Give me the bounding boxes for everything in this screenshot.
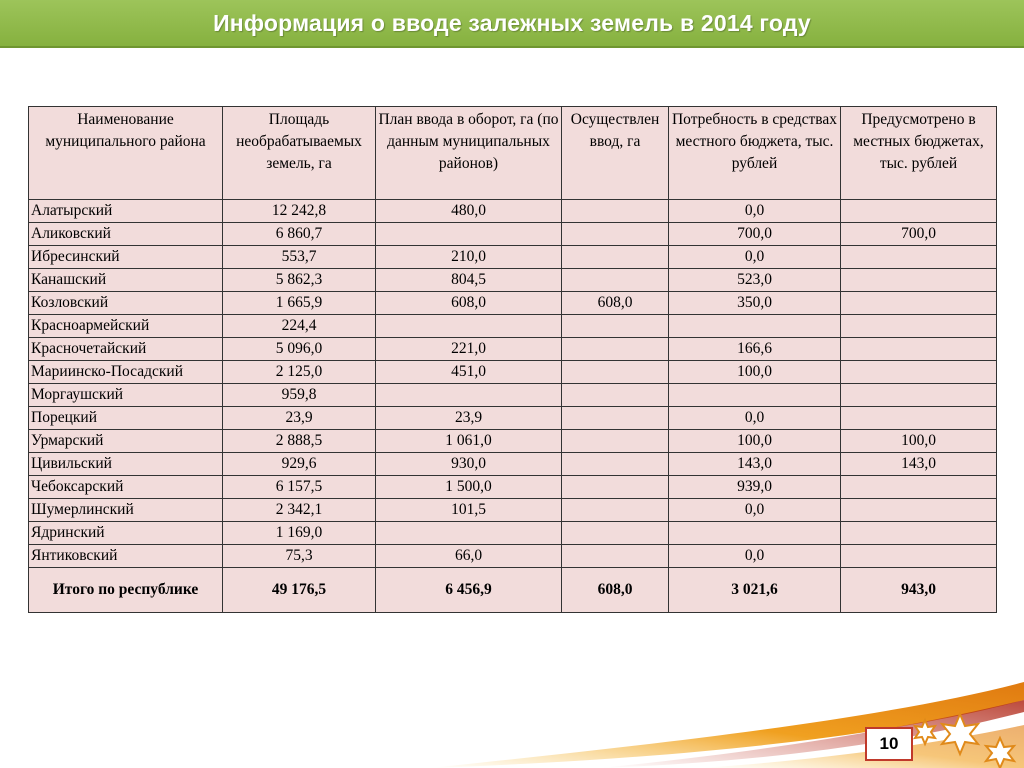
cell-district: Красночетайский <box>29 338 223 361</box>
cell-area: 6 157,5 <box>223 476 376 499</box>
cell-district: Моргаушский <box>29 384 223 407</box>
cell-need: 0,0 <box>669 499 841 522</box>
cell-area: 2 342,1 <box>223 499 376 522</box>
cell-plan: 1 061,0 <box>376 430 562 453</box>
header-need: Потребность в средствах местного бюджета, тыс. рублей <box>669 107 841 200</box>
cell-plan: 480,0 <box>376 200 562 223</box>
total-plan: 6 456,9 <box>376 568 562 613</box>
cell-plan: 930,0 <box>376 453 562 476</box>
cell-need: 166,6 <box>669 338 841 361</box>
header-district: Наименование муниципального района <box>29 107 223 200</box>
header-area: Площадь необрабатываемых земель, га <box>223 107 376 200</box>
cell-district: Янтиковский <box>29 545 223 568</box>
cell-need: 100,0 <box>669 361 841 384</box>
cell-area: 2 888,5 <box>223 430 376 453</box>
cell-area: 2 125,0 <box>223 361 376 384</box>
cell-budget: 700,0 <box>841 223 997 246</box>
cell-need: 939,0 <box>669 476 841 499</box>
cell-budget: 100,0 <box>841 430 997 453</box>
cell-area: 1 665,9 <box>223 292 376 315</box>
cell-district: Красноармейский <box>29 315 223 338</box>
cell-district: Канашский <box>29 269 223 292</box>
slide-title: Информация о вводе залежных земель в 2014 году <box>213 9 811 36</box>
total-district: Итого по республике <box>29 568 223 613</box>
total-area: 49 176,5 <box>223 568 376 613</box>
cell-district: Ибресинский <box>29 246 223 269</box>
cell-plan: 608,0 <box>376 292 562 315</box>
cell-district: Алатырский <box>29 200 223 223</box>
page-number: 10 <box>865 727 913 761</box>
cell-area: 5 862,3 <box>223 269 376 292</box>
cell-need: 0,0 <box>669 545 841 568</box>
cell-area: 6 860,7 <box>223 223 376 246</box>
header-done: Осуществлен ввод, га <box>562 107 669 200</box>
cell-area: 75,3 <box>223 545 376 568</box>
cell-area: 553,7 <box>223 246 376 269</box>
cell-need: 143,0 <box>669 453 841 476</box>
cell-need: 0,0 <box>669 246 841 269</box>
cell-area: 929,6 <box>223 453 376 476</box>
cell-done: 608,0 <box>562 292 669 315</box>
cell-plan: 210,0 <box>376 246 562 269</box>
cell-district: Аликовский <box>29 223 223 246</box>
cell-need: 100,0 <box>669 430 841 453</box>
cell-district: Козловский <box>29 292 223 315</box>
cell-district: Цивильский <box>29 453 223 476</box>
cell-need: 350,0 <box>669 292 841 315</box>
header-budget: Предусмотрено в местных бюджетах, тыс. рублей <box>841 107 997 200</box>
cell-need: 0,0 <box>669 200 841 223</box>
cell-district: Ядринский <box>29 522 223 545</box>
cell-area: 959,8 <box>223 384 376 407</box>
cell-district: Порецкий <box>29 407 223 430</box>
total-need: 3 021,6 <box>669 568 841 613</box>
cell-area: 23,9 <box>223 407 376 430</box>
cell-plan: 66,0 <box>376 545 562 568</box>
header-plan: План ввода в оборот, га (по данным муниципальных районов) <box>376 107 562 200</box>
cell-plan: 23,9 <box>376 407 562 430</box>
cell-plan: 101,5 <box>376 499 562 522</box>
total-budget: 943,0 <box>841 568 997 613</box>
cell-plan: 451,0 <box>376 361 562 384</box>
cell-area: 1 169,0 <box>223 522 376 545</box>
cell-need: 0,0 <box>669 407 841 430</box>
cell-need: 523,0 <box>669 269 841 292</box>
cell-area: 224,4 <box>223 315 376 338</box>
cell-district: Мариинско-Посадский <box>29 361 223 384</box>
cell-plan: 221,0 <box>376 338 562 361</box>
cell-area: 5 096,0 <box>223 338 376 361</box>
cell-area: 12 242,8 <box>223 200 376 223</box>
cell-need: 700,0 <box>669 223 841 246</box>
cell-budget: 143,0 <box>841 453 997 476</box>
cell-district: Урмарский <box>29 430 223 453</box>
cell-district: Шумерлинский <box>29 499 223 522</box>
cell-district: Чебоксарский <box>29 476 223 499</box>
cell-plan: 1 500,0 <box>376 476 562 499</box>
total-done: 608,0 <box>562 568 669 613</box>
cell-plan: 804,5 <box>376 269 562 292</box>
